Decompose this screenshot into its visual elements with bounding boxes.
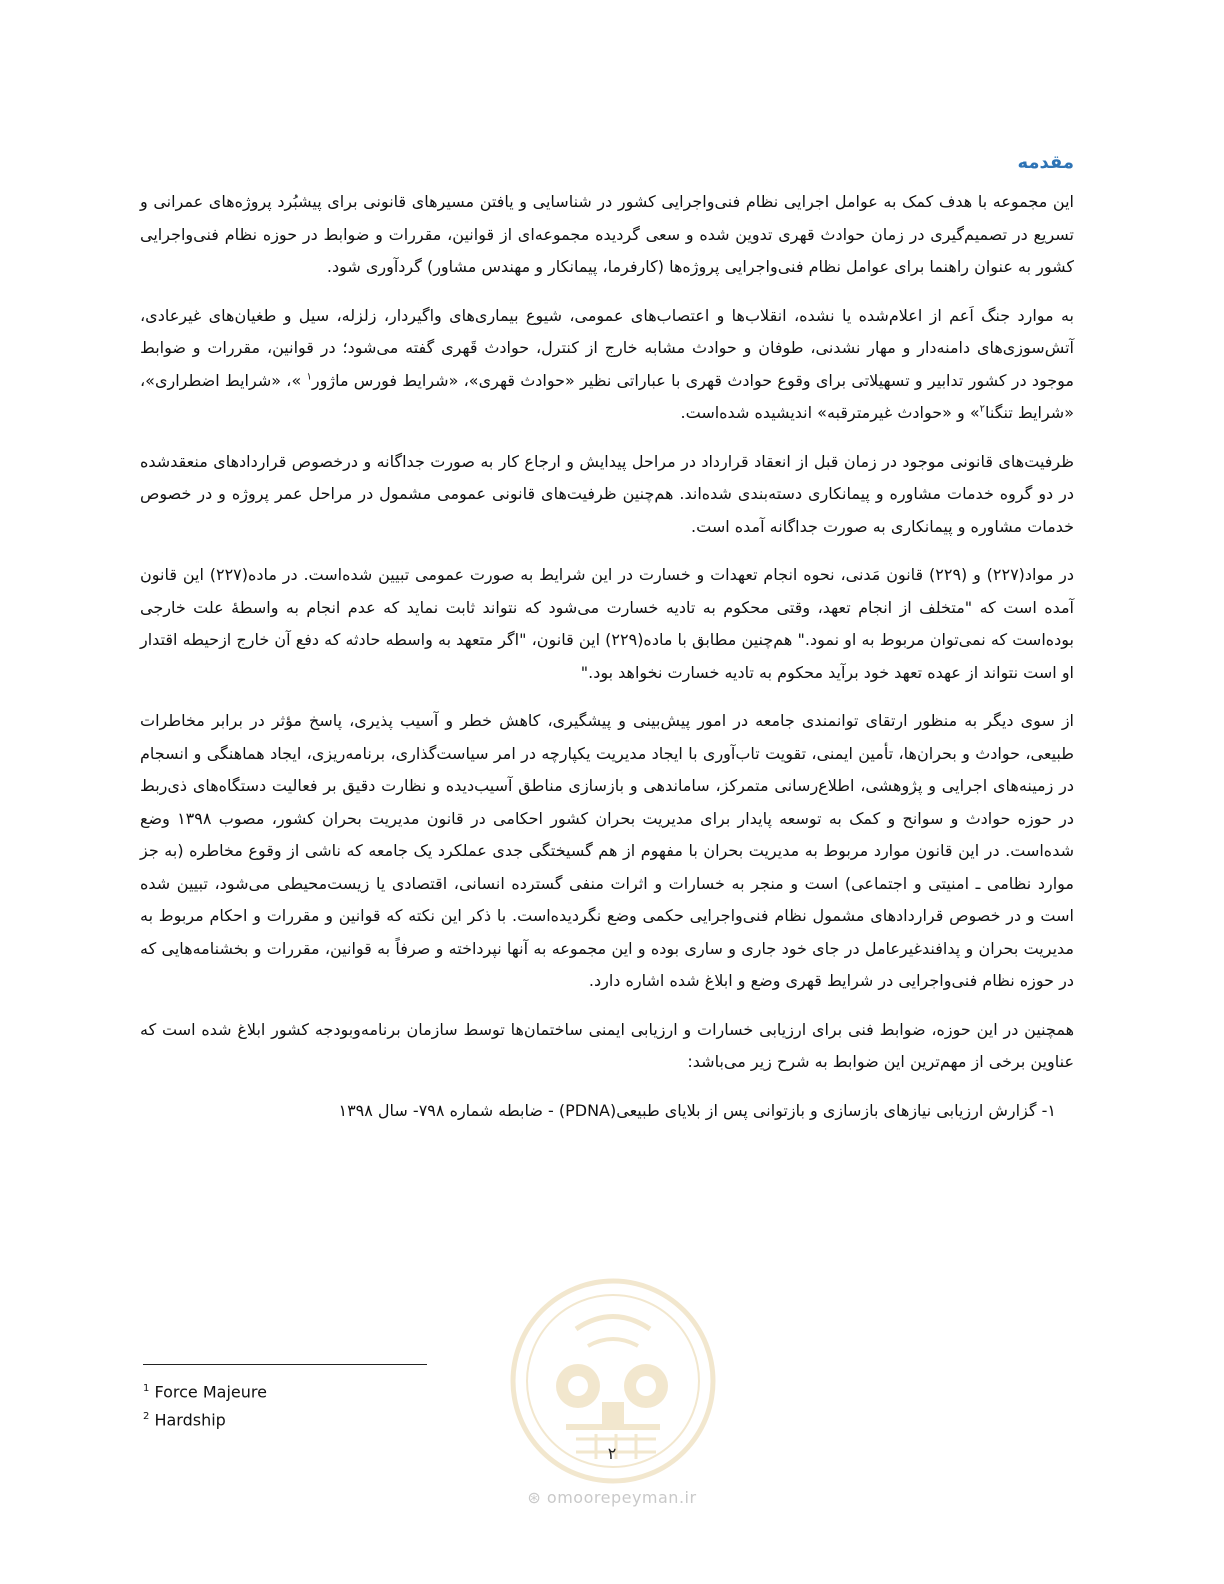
paragraph-1: این مجموعه با هدف کمک به عوامل اجرایی نظام فنی‌واجرایی کشور در شناسایی و یافتن مسیرهای قانونی برای پیشبُرد پروژه‌های عمرانی و تسریع در تصمیم‌گیری در زمان حوادث قهری تدوین شده و سعی گردیده مجموعه‌ای از قوانین، مقررات و ضوابط در حوزه نظام فنی‌واجرایی کشور به عنوان راهنما برای عوامل نظام فنی‌واجرایی پروژه‌ها (کارفرما، پیمانکار و مهندس مشاور) گردآوری شود.	[140, 192, 1074, 276]
page-number: ۲	[607, 1444, 617, 1463]
section-heading: مقدمه	[1017, 152, 1074, 173]
site-watermark	[0, 1488, 1224, 1507]
footnote-ref-2[interactable]: ۲	[979, 403, 985, 415]
footnote-2-mark: 2	[143, 1411, 150, 1423]
footnote-2	[143, 1404, 267, 1432]
footnote-ref-1[interactable]: ۱	[306, 371, 312, 383]
footnote-1-text: Force Majeure	[149, 1382, 267, 1402]
paragraph-4: در مواد(۲۲۷) و (۲۲۹) قانون مَدنی، نحوه انجام تعهدات و خسارت در این شرایط به صورت عمومی تبیین شده‌است. در ماده(۲۲۷) این قانون آمده است که "متخلف از انجام تعهد، وقتی محکوم به تادیه خسارت می‌شود که نتواند ثابت نماید که عدم انجام به واسطهٔ علت خارجی بوده‌است که نمی‌توان مربوط به او نمود." هم‌چنین مطابق با ماده(۲۲۹) این قانون، "اگر متعهد به واسطه حادثه که دفع آن خارج ازحیطه اقتدار او است نتواند از عهده تعهد خود برآید محکوم به تادیه خسارت نخواهد بود."	[140, 565, 1074, 682]
footnote-1	[143, 1376, 267, 1404]
paragraph-2-part-c: » و «حوادث غیرمترقبه» اندیشیده شده‌است.	[680, 403, 980, 422]
paragraph-3: ظرفیت‌های قانونی موجود در زمان قبل از انعقاد قرارداد در مراحل پیدایش و ارجاع کار به صورت جداگانه و درخصوص قراردادهای منعقدشده در دو گروه خدمات مشاوره و پیمانکاری دسته‌بندی شده‌اند. هم‌چنین ظرفیت‌های قانونی عمومی مشمول در مراحل عمر پروژه و در خصوص خدمات مشاوره و پیمانکاری به صورت جداگانه آمده است.	[140, 451, 1074, 536]
site-watermark-icon: ⊛	[527, 1488, 542, 1507]
footnote-divider	[143, 1364, 427, 1365]
main-content	[140, 148, 1074, 1127]
paragraph-2-part-a: به موارد جنگ اَعم از اعلام‌شده یا نشده، انقلاب‌ها و اعتصاب‌های عمومی، شیوع بیماری‌های واگیردار، زلزله، سیل و طغیان‌های غیرعادی، آتش‌سوزی‌های دامنه‌دار و مهار نشدنی، طوفان و حوادث مشابه خارج از کنترل، حوادث قَهری گفته می‌شود؛ در قوانین، مقررات و ضوابط موجود در کشور تدابیر و تسهیلاتی برای وقوع حوادث قهری با عباراتی نظیر «حوادث قهری»، «شرایط فورس ماژور	[140, 305, 1075, 390]
site-watermark-text: omoorepeyman.ir	[546, 1488, 697, 1507]
paragraph-6: همچنین در این حوزه، ضوابط فنی برای ارزیابی خسارات و ارزیابی ایمنی ساختمان‌ها توسط سازمان برنامه‌وبودجه کشور ابلاغ شده است که عناوین برخی از مهم‌ترین این ضوابط به شرح زیر می‌باشد:	[140, 1019, 1074, 1071]
list-item-1: ۱- گزارش ارزیابی نیازهای بازسازی و بازتوانی پس از بلایای طبیعی(PDNA) - ضابطه شماره ۷۹۸- سال ۱۳۹۸	[338, 1100, 1056, 1120]
paragraph-2	[140, 300, 1074, 430]
footnote-2-text: Hardship	[149, 1410, 226, 1430]
paragraph-2-part-b: »، «شرایط اضطراری»، «شرایط تنگنا	[140, 370, 1074, 422]
footnotes	[143, 1376, 267, 1433]
paragraph-5: از سوی دیگر به منظور ارتقای توانمندی جامعه در امور پیش‌بینی و پیشگیری، کاهش خطر و آسیب پذیری، پاسخ مؤثر در برابر مخاطرات طبیعی، حوادث و بحران‌ها، تأمین ایمنی، تقویت تاب‌آوری با ایجاد مدیریت یکپارچه در امر سیاست‌گذاری، برنامه‌ریزی، ایجاد هماهنگی و انسجام در زمینه‌های اجرایی و پژوهشی، اطلاع‌رسانی متمرکز، ساماندهی و بازسازی مناطق آسیب‌دیده و نظارت دقیق بر فعالیت دستگاه‌های ذی‌ربط در حوزه حوادث و سوانح و کمک به توسعه پایدار برای مدیریت بحران کشور احکامی در قانون مدیریت بحران کشور، مصوب ۱۳۹۸ وضع شده‌است. در این قانون موارد مربوط به مدیریت بحران با مفهوم از هم گسیختگی جدی عملکرد یک جامعه که ناشی از وقوع مخاطره (به جز موارد نظامی ـ امنیتی و اجتماعی) است و منجر به خسارات و اثرات منفی گسترده انسانی، اقتصادی یا زیست‌محیطی می‌شود، تبیین شده است و در خصوص قراردادهای مشمول نظام فنی‌واجرایی حکمی وضع نگردیده‌است. با ذکر این نکته که قوانین و مقررات و احکام مربوط به مدیریت بحران و پدافندغیرعامل در جای خود جاری و ساری بوده و این مجموعه به آنها نپرداخته و صرفاً به قوانین، مقررات و بخشنامه‌هایی که در حوزه نظام فنی‌واجرایی در شرایط قهری وضع و ابلاغ شده اشاره دارد.	[140, 711, 1074, 990]
footnote-1-mark: 1	[143, 1383, 150, 1394]
